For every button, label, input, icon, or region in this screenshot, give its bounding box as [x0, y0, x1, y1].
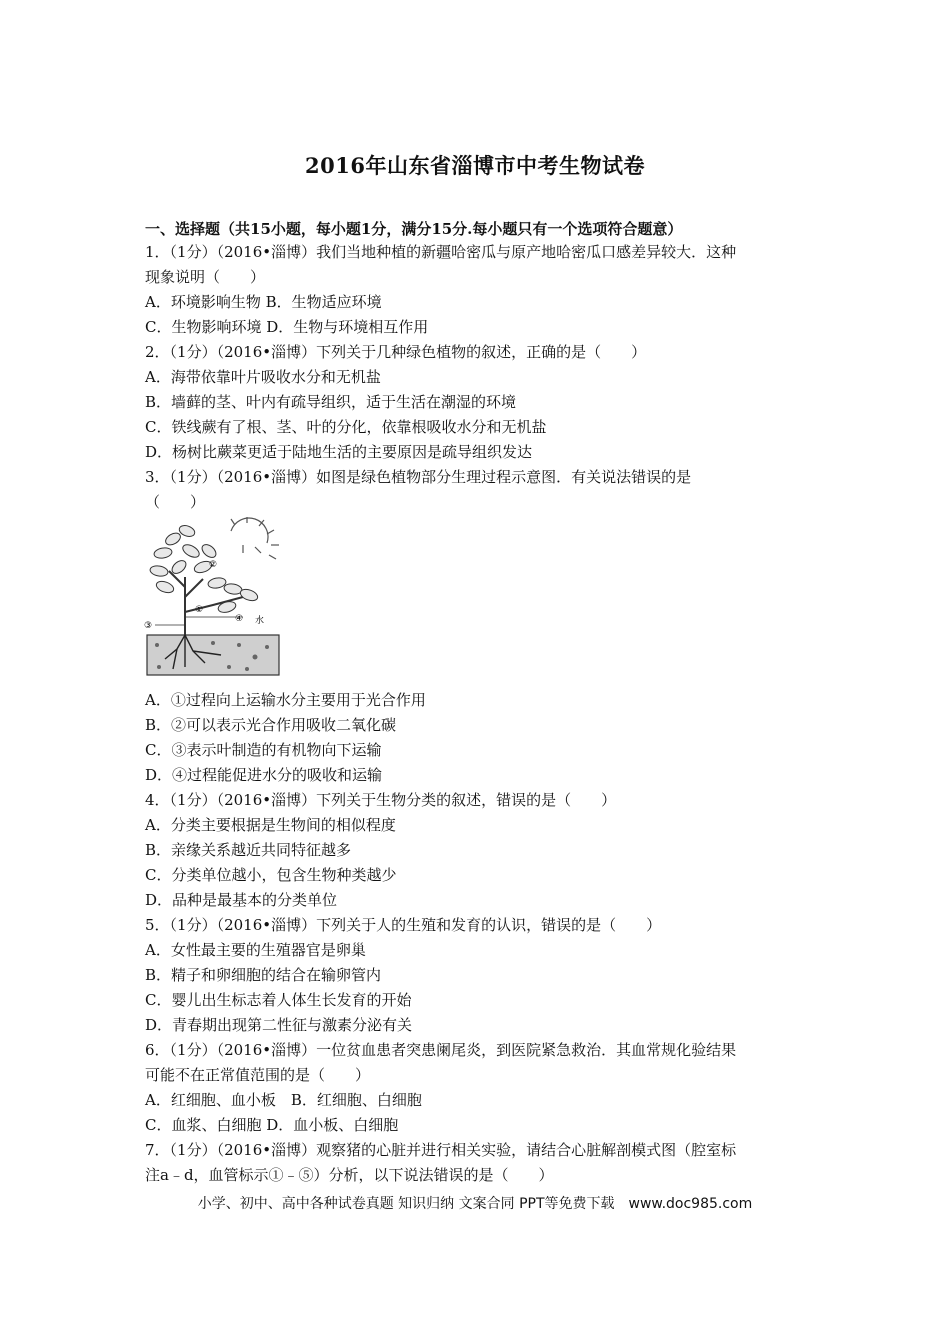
section-heading: 一、选择题（共15小题，每小题1分，满分15分.每小题只有一个选项符合题意） — [145, 220, 683, 238]
figure-label-1: ① — [195, 605, 204, 615]
question-1-options-cd: C．生物影响环境 D．生物与环境相互作用 — [145, 318, 429, 336]
question-4-stem: 4．（1分）（2016•淄博）下列关于生物分类的叙述，错误的是（ ） — [145, 791, 617, 809]
question-1-options-ab: A．环境影响生物 B．生物适应环境 — [145, 293, 382, 311]
question-2-option-b: B．墙藓的茎、叶内有疏导组织，适于生活在潮湿的环境 — [145, 393, 517, 411]
question-4-option-b: B．亲缘关系越近共同特征越多 — [145, 841, 352, 859]
sun-icon — [231, 517, 279, 559]
question-7-stem: 7．（1分）（2016•淄博）观察猪的心脏并进行相关实验，请结合心脏解剖模式图（腔室标 — [145, 1141, 737, 1159]
question-4-option-c: C．分类单位越小，包含生物种类越少 — [145, 866, 397, 884]
figure-label-2: ② — [209, 560, 218, 570]
question-5-stem: 5．（1分）（2016•淄博）下列关于人的生殖和发育的认识，错误的是（ ） — [145, 916, 662, 934]
question-1-stem-cont: 现象说明（ ） — [145, 268, 266, 286]
question-5-option-a: A．女性最主要的生殖器官是卵巢 — [145, 941, 366, 959]
question-1-stem: 1．（1分）（2016•淄博）我们当地种植的新疆哈密瓜与原产地哈密瓜口感差异较大．这种 — [145, 243, 737, 261]
question-3-option-b: B．②可以表示光合作用吸收二氧化碳 — [145, 716, 397, 734]
question-3-option-a: A．①过程向上运输水分主要用于光合作用 — [145, 691, 426, 709]
question-6-options-cd: C．血浆、白细胞 D．血小板、白细胞 — [145, 1116, 399, 1134]
question-2-option-d: D．杨树比蕨菜更适于陆地生活的主要原因是疏导组织发达 — [145, 443, 533, 461]
question-2-option-c: C．铁线蕨有了根、茎、叶的分化，依靠根吸收水分和无机盐 — [145, 418, 547, 436]
question-3-stem: 3．（1分）（2016•淄博）如图是绿色植物部分生理过程示意图．有关说法错误的是 — [145, 468, 692, 486]
page-footer: 小学、初中、高中各种试卷真题 知识归纳 文案合同 PPT等免费下载 www.doc985.com — [197, 1196, 753, 1212]
question-2-stem: 2．（1分）（2016•淄博）下列关于几种绿色植物的叙述，正确的是（ ） — [145, 343, 647, 361]
question-7-stem-cont: 注a﹣d，血管标示①﹣⑤）分析，以下说法错误的是（ ） — [145, 1166, 554, 1184]
question-6-stem-cont: 可能不在正常值范围的是（ ） — [145, 1066, 371, 1084]
question-3-option-c: C．③表示叶制造的有机物向下运输 — [145, 741, 382, 759]
question-3-stem-cont: （ ） — [145, 493, 206, 511]
page-title: 2016年山东省淄博市中考生物试卷 — [305, 153, 645, 178]
figure-label-4: ④ — [235, 614, 244, 624]
figure-label-3: ③ — [144, 621, 153, 631]
question-6-options-ab: A．红细胞、血小板 B．红细胞、白细胞 — [145, 1091, 422, 1109]
question-5-option-b: B．精子和卵细胞的结合在输卵管内 — [145, 966, 382, 984]
question-4-option-a: A．分类主要根据是生物间的相似程度 — [145, 816, 396, 834]
question-6-stem: 6．（1分）（2016•淄博）一位贫血患者突患阑尾炎，到医院紧急救治．其血常规化验结果 — [145, 1041, 737, 1059]
question-5-option-d: D．青春期出现第二性征与激素分泌有关 — [145, 1016, 413, 1034]
question-4-option-d: D．品种是最基本的分类单位 — [145, 891, 338, 909]
plant-physiology-diagram — [143, 517, 283, 679]
question-5-option-c: C．婴儿出生标志着人体生长发育的开始 — [145, 991, 412, 1009]
figure-label-water: 水 — [255, 616, 265, 626]
question-3-option-d: D．④过程能促进水分的吸收和运输 — [145, 766, 383, 784]
question-2-option-a: A．海带依靠叶片吸收水分和无机盐 — [145, 368, 381, 386]
